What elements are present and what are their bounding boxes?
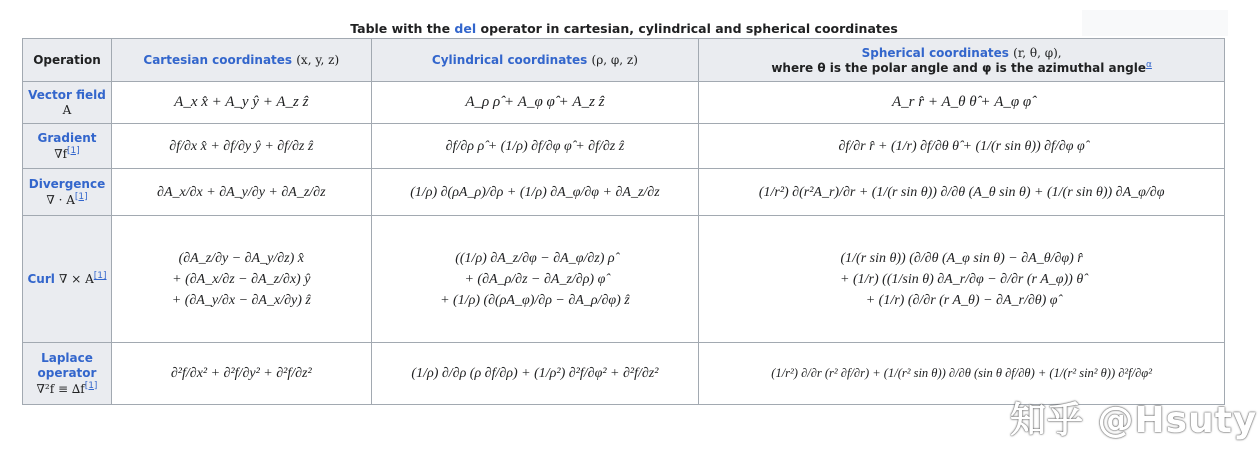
spherical-vars: (r, θ, φ), (1013, 45, 1062, 60)
laplace-ref[interactable]: [1] (84, 380, 98, 391)
formula: (1/r²) ∂(r²A_r)/∂r + (1/(r sin θ)) ∂/∂θ (A_θ sin θ) + (1/(r sin θ)) ∂A_φ/∂φ (758, 184, 1165, 200)
caption-prefix: Table with the (350, 21, 455, 36)
formula-line: + (∂A_x/∂z − ∂A_z/∂x) ŷ (172, 271, 311, 287)
gradient-cartesian (112, 124, 372, 169)
curl-symbol: ∇ × A (59, 272, 94, 286)
gradient-ref[interactable]: [1] (67, 145, 80, 156)
formula-line: + (1/ρ) (∂(ρA_φ)/∂ρ − ∂A_ρ/∂φ) ẑ (440, 292, 630, 308)
curl-cylindrical (371, 216, 699, 343)
formula: A_r r̂ + A_θ θ̂ + A_φ φ̂ (892, 94, 1032, 111)
formula-line: (1/(r sin θ)) (∂/∂θ (A_φ sin θ) − ∂A_θ/∂φ) r̂ (840, 250, 1083, 266)
formula: (1/ρ) ∂(ρA_ρ)/∂ρ + (1/ρ) ∂A_φ/∂φ + ∂A_z/∂z (410, 184, 660, 200)
header-row (23, 39, 1225, 82)
divergence-link[interactable]: Divergence (28, 176, 106, 191)
formula-line: + (∂A_ρ/∂z − ∂A_z/∂ρ) φ̂ (464, 271, 606, 287)
curl-cartesian (112, 216, 372, 343)
formula: A_x x̂ + A_y ŷ + A_z ẑ (174, 94, 309, 111)
row-header-divergence (23, 169, 112, 216)
vector-field-cylindrical (371, 82, 699, 124)
vector-field-cartesian (112, 82, 372, 124)
spherical-header (699, 39, 1225, 82)
table-caption (22, 21, 1226, 36)
gradient-spherical (699, 124, 1225, 169)
laplace-cartesian (112, 343, 372, 405)
gradient-link[interactable]: Gradient (37, 130, 97, 145)
cartesian-link[interactable]: Cartesian coordinates (143, 53, 293, 67)
divergence-spherical (699, 169, 1225, 216)
table-row (23, 169, 1225, 216)
cartesian-vars: (x, y, z) (296, 53, 340, 67)
caption-suffix: operator in cartesian, cylindrical and spherical coordinates (476, 21, 898, 36)
laplace-link[interactable]: Laplace operator (37, 350, 97, 380)
cylindrical-vars: (ρ, φ, z) (591, 53, 638, 67)
curl-spherical (699, 216, 1225, 343)
del-link[interactable]: del (454, 21, 477, 36)
row-header-gradient (23, 124, 112, 169)
operation-header: Operation (23, 39, 112, 82)
gradient-symbol: ∇f (54, 146, 68, 161)
spherical-link[interactable]: Spherical coordinates (861, 45, 1009, 60)
cartesian-header (112, 39, 372, 82)
row-header-curl (23, 216, 112, 343)
vector-field-spherical (699, 82, 1225, 124)
divergence-symbol: ∇ · A (46, 192, 75, 207)
formula: ∂f/∂r r̂ + (1/r) ∂f/∂θ θ̂ + (1/(r sin θ)) ∂f/∂φ φ̂ (838, 138, 1085, 154)
table-row (23, 124, 1225, 169)
spherical-note-ref[interactable]: α (1145, 59, 1152, 70)
table-row (23, 82, 1225, 124)
del-operator-table (22, 38, 1225, 405)
curl-link[interactable]: Curl (27, 272, 55, 286)
formula-line: (∂A_z/∂y − ∂A_y/∂z) x̂ (178, 250, 304, 266)
cylindrical-link[interactable]: Cylindrical coordinates (431, 53, 588, 67)
row-header-vector-field (23, 82, 112, 124)
divergence-ref[interactable]: [1] (74, 191, 88, 202)
formula: ∂²f/∂x² + ∂²f/∂y² + ∂²f/∂z² (170, 366, 312, 381)
watermark: 知乎 @Hsuty (1010, 400, 1258, 441)
cylindrical-header (371, 39, 699, 82)
formula: A_ρ ρ̂ + A_φ φ̂ + A_z ẑ (465, 94, 605, 111)
formula: (1/r²) ∂/∂r (r² ∂f/∂r) + (1/(r² sin θ)) ∂/∂θ (sin θ ∂f/∂θ) + (1/(r² sin² θ)) ∂²f/∂φ² (771, 366, 1152, 381)
formula-line: + (∂A_y/∂x − ∂A_x/∂y) ẑ (171, 292, 311, 308)
formula: ∂f/∂x x̂ + ∂f/∂y ŷ + ∂f/∂z ẑ (169, 138, 314, 154)
divergence-cylindrical (371, 169, 699, 216)
curl-ref[interactable]: [1] (93, 271, 107, 281)
formula: ∂A_x/∂x + ∂A_y/∂y + ∂A_z/∂z (157, 184, 326, 200)
formula-line: + (1/r) (∂/∂r (r A_θ) − ∂A_r/∂θ) φ̂ (865, 292, 1058, 308)
vector-field-symbol: A (62, 102, 72, 117)
formula-line: + (1/r) ((1/sin θ) ∂A_r/∂φ − ∂/∂r (r A_φ)) θ̂ (840, 271, 1084, 287)
formula-line: ((1/ρ) ∂A_z/∂φ − ∂A_φ/∂z) ρ̂ (455, 250, 615, 266)
laplace-cylindrical (371, 343, 699, 405)
gradient-cylindrical (371, 124, 699, 169)
laplace-symbol: ∇²f ≡ ∆f (36, 381, 85, 396)
vector-field-link[interactable]: Vector field (28, 87, 106, 102)
spherical-note: where θ is the polar angle and φ is the azimuthal angle (771, 60, 1146, 75)
formula: (1/ρ) ∂/∂ρ (ρ ∂f/∂ρ) + (1/ρ²) ∂²f/∂φ² + ∂²f/∂z² (411, 366, 659, 381)
table-row (23, 216, 1225, 343)
row-header-laplace (23, 343, 112, 405)
formula: ∂f/∂ρ ρ̂ + (1/ρ) ∂f/∂φ φ̂ + ∂f/∂z ẑ (445, 138, 625, 154)
divergence-cartesian (112, 169, 372, 216)
